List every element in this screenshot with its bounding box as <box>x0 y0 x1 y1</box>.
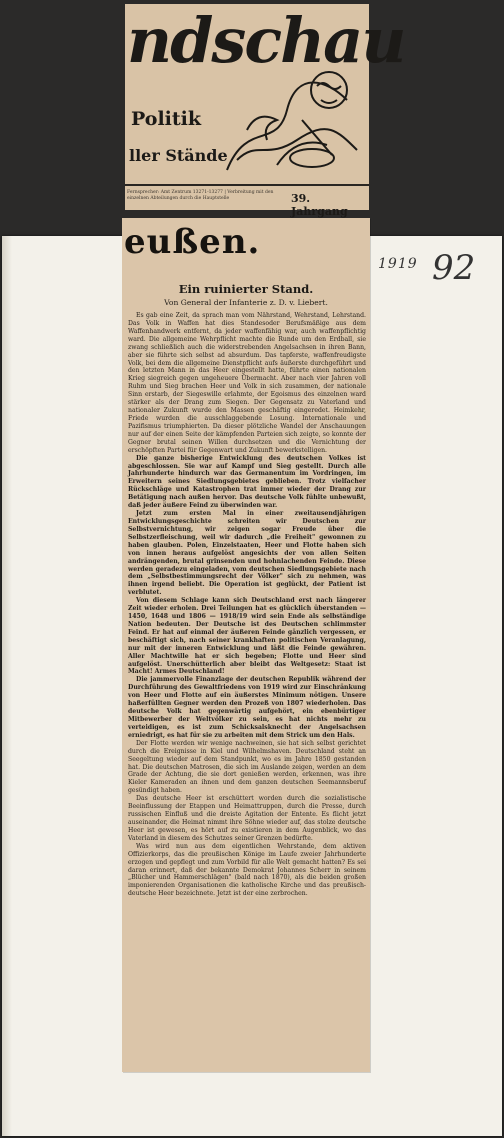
masthead-title: ndschau <box>127 4 405 77</box>
masthead-jahrgang: 39. Jahrgang <box>291 192 348 218</box>
handwritten-number: 92 <box>432 248 476 288</box>
masthead-ornament-icon <box>217 60 367 180</box>
article-paragraph: Das deutsche Heer ist erschüttert worden durch die sozialistische Beeinflussung der Etappen und Heimattruppen, durch die Presse, durch russischen Einfluß und die dreiste Agitation der Entente. Es flicht jetzt auseinander, die Heimat nimmt ihre Söhne wieder auf, das stolze deutsche Heer ist gewesen, es hört auf zu existieren in dem Augenblick, wo das Vaterland in diesem des Schutzes seiner Grenzen bedürfte. <box>128 795 366 842</box>
article-paragraph: Der Flotte werden wir wenige nachweinen, sie hat sich selbst gerichtet durch die Ereignisse in Kiel und Wilhelmshaven. Deutschland steht an Seegeltung wieder auf dem Standpunkt, wo es im Jahre 1850 gestanden hat. Die deutschen Matrosen, die sich im Auslande zeigen, werden an dem Grade der Achtung, die sie dort genießen werden, erkennen, was ihre Kieler Kameraden an ihnen und dem ganzen deutschen Seemannsberuf gesündigt haben. <box>128 739 366 795</box>
article-paragraph: Jetzt zum ersten Mal in einer zweitausendjährigen Entwicklungsgeschichte schreiten wir Deutschen zur Selbstvernichtung, wir zeigen sogar Freude über die Selbstzerfleischung, weil wir dadurch „die Freiheit" gewonnen zu haben glauben. Polen, Einzelstaaten, Heer und Flotte haben sich von innen heraus aufgelöst angesichts der von allen Seiten andrängenden, brutal grinsenden und hohnlachenden Feinde. Diese werden geradezu eingeladen, vom deutschen Siedlungsgebiete nach dem „Selbstbestimmungsrecht der Völker" sich zu nehmen, was ihnen irgend beliebt. Die Operation ist geglückt, der Patient ist verblutet. <box>128 510 366 597</box>
article-paragraph: Die ganze bisherige Entwicklung des deutschen Volkes ist abgeschlossen. Sie war auf Kampf und Sieg gestellt. Durch alle Jahrhunderte hindurch war das Germanentum im Vordringen, im Erweitern seines Siedlungsgebietes geblieben. Trotz vielfacher Rückschläge und Katastrophen trat immer wieder der Drang zur Betätigung nach außen hervor. Das deutsche Volk fühlte unbewußt, daß jeder äußere Feind zu überwinden war. <box>128 454 366 510</box>
masthead-staende: ller Stände <box>129 146 228 165</box>
article-paragraph: Von diesem Schlage kann sich Deutschland erst nach längerer Zeit wieder erholen. Drei Teilungen hat es glücklich überstanden — 1450, 1648 und 1806 — 1918/19 wird sein Ende als selbständige Nation bedeuten. Der Deutsche ist des Deutschen schlimmster Feind. Er hat auf einmal der äußeren Feinde gänzlich vergessen, er beschäftigt sich, nach seiner krankhaften politischen Veranlagung, nur mit der inneren Entwicklung und läßt die Feinde gewähren. Aller Machtwille hat er sich begeben; Flotte und Heer sind aufgelöst. Unerschütterlich aber bleibt das Weltgesetz: Staat ist Macht! Armes Deutschland! <box>128 597 366 676</box>
masthead-clipping <box>125 4 405 218</box>
article-clipping <box>122 218 370 1072</box>
masthead-rule <box>125 184 369 186</box>
article-author: Von General der Infanterie z. D. v. Liebert. <box>164 298 328 307</box>
article-paragraph: Was wird nun aus dem eigentlichen Wehrstande, dem aktiven Offizierkorps, das die preußischen Könige im Laufe zweier Jahrhunderte erzogen und gepflegt und zum Vorbild für alle Welt gemacht hatten? Es sei daran erinnert, daß der bekannte Demokrat Johannes Scherr in seinem „Blücher und Hammerschlägen" (bald nach 1870), als die beiden großen imponierenden Organisationen die katholische Kirche und das preußisch-deutsche Heer bezeichnete. Jetzt ist der eine zerbrochen. <box>128 842 366 898</box>
article-headline: eußen. <box>124 222 261 262</box>
handwritten-year: 1919 <box>378 256 418 272</box>
masthead-small-print: Fernsprecher: Amt Zentrum 13271-13277 | Verbreitung mit den einzelnen Abteilungen durch die Hauptstelle <box>127 190 274 201</box>
masthead-politik: Politik <box>131 108 202 130</box>
article-body <box>128 312 366 1068</box>
paper-sheet-edge <box>2 236 12 1136</box>
article-paragraph: Die jammervolle Finanzlage der deutschen Republik während der Durchführung des Gewaltfriedens von 1919 wird zur Einschränkung von Heer und Flotte auf ein äußerstes Minimum nötigen. Unsere haßerfüllten Gegner werden den Prozeß von 1807 wiederholen. Das deutsche Volk hat gegenwärtig aufgehört, ein ebenbürtiger Mitbewerber der Weltvölker zu sein, es hat nichts mehr zu verteidigen, es ist zum Schicksalsknecht der Angelsachsen erniedrigt, es hat für sie zu arbeiten mit dem Strick um den Hals. <box>128 676 366 739</box>
article-paragraph: Es gab eine Zeit, da sprach man vom Nährstand, Wehrstand, Lehrstand. Das Volk in Waffen hat dies Standesoder Berufsmäßige aus dem Waffenhandwerk entfernt, da jeder waffenfähig war, auch waffenpflichtig ward. Die allgemeine Wehrpflicht machte die Runde um den Erdball, sie zwang schließlich auch die widerstrebenden Angelsachsen in ihren Bann, aber sie führte sich selbst ad absurdum. Das tapferste, waffenfreudigste Volk, bei dem die allgemeine Dienstpflicht aufs äußerste durchgeführt und den letzten Mann in das Heer eingestellt hatte, führte einen nationalen Krieg siegreich gegen ungeheuere Übermacht. Aber nach vier Jahren voll Ruhm und Sieg brachen Heer und Volk in sich zusammen, der nationale Sinn erstarb, der Siegeswille erlahmte, der Egoismus des einzelnen ward stärker als der Drang zum Siegen. Der Gegensatz zu Vaterland und nationaler Zukunft wurde den Massen geschäftig eingeredet. Heimkehr, Friede wurden die ausschlaggebende Losung. Internationale und Pazifismus triumphierten. Da dieser plötzliche Wandel der Anschauungen nur auf der einen Seite der kämpfenden Parteien sich zeigte, so konnte der Gegner brutal seinen Willen durchsetzen und die Vernichtung der erschöpften Partei für Gegenwart und Zukunft bewerkstelligen. <box>128 312 366 454</box>
article-subtitle: Ein ruinierter Stand. <box>178 282 314 296</box>
